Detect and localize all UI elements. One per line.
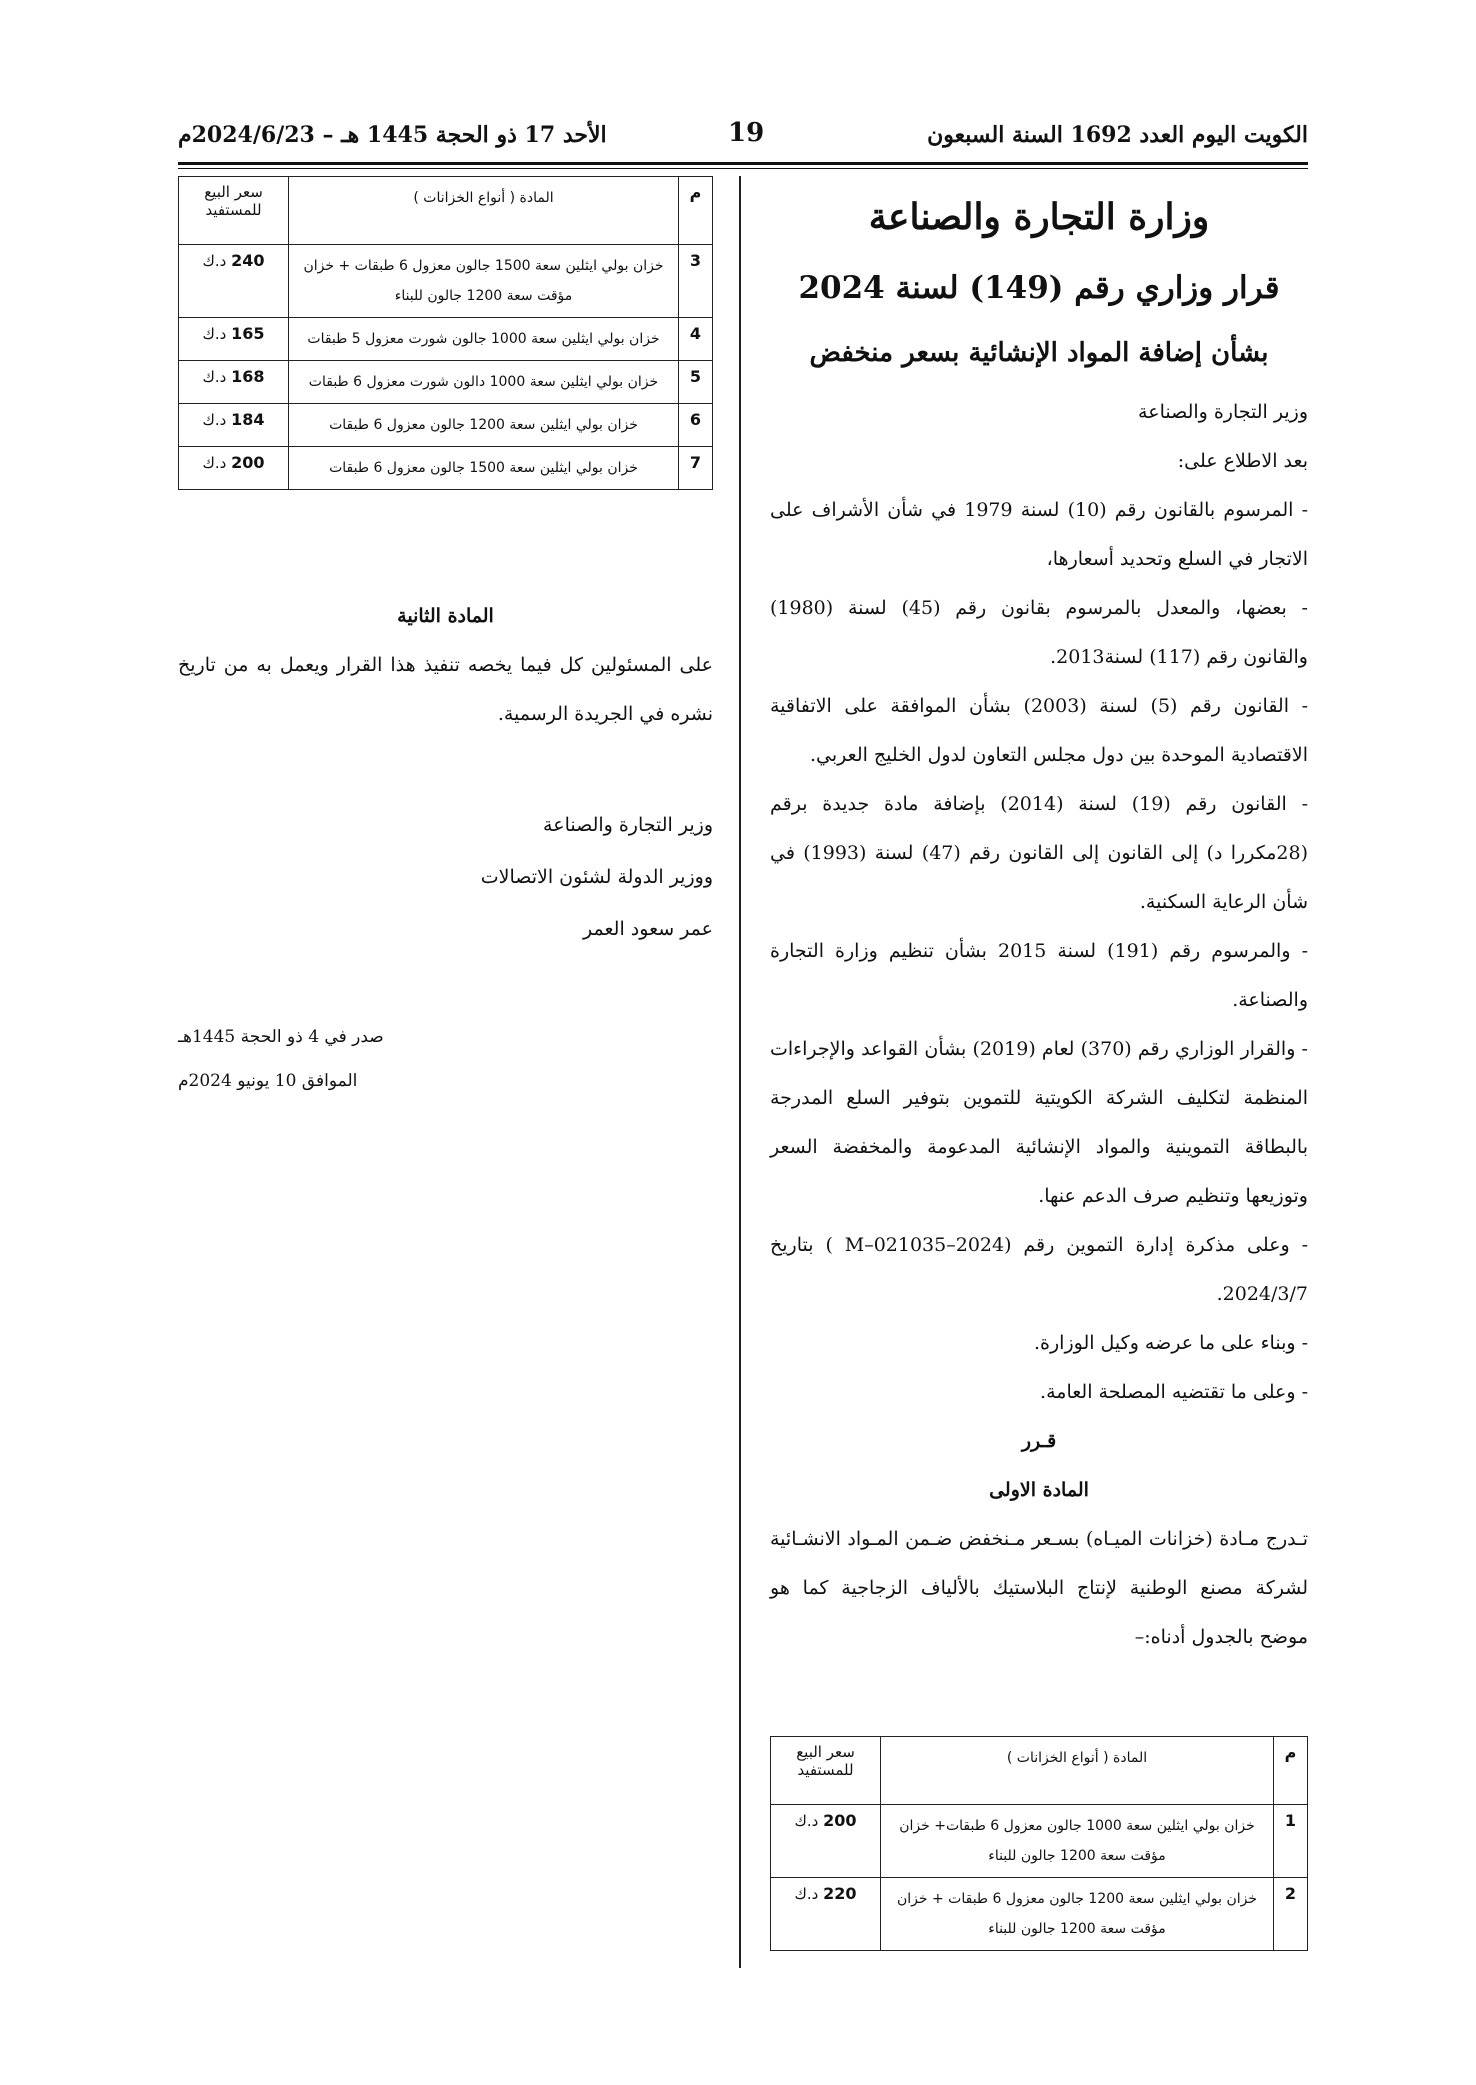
preamble-item: - وعلى ما تقتضيه المصلحة العامة.	[1040, 1381, 1308, 1403]
price-value: 220	[823, 1884, 857, 1903]
header-rule	[178, 162, 1308, 165]
article1-text: تـدرج مـادة (خزانات الميـاه) بسـعر مـنخفض ضـمن المـواد الانشـائية لشركة مصنع الوطنية لإنتاج البلاستيك بالألياف الزجاجية كما هو موضح بالجدول أدناه:–	[770, 1528, 1308, 1648]
price-value: 184	[231, 410, 265, 429]
table-row	[771, 1805, 1308, 1878]
table-row	[179, 404, 713, 447]
decided-heading: قـرر	[1021, 1430, 1057, 1452]
table-header-price: سعر البيع للمستفيد	[179, 177, 289, 245]
price-value: 200	[231, 453, 265, 472]
table-row	[179, 361, 713, 404]
preamble-item: - والقرار الوزاري رقم (370) لعام (2019) بشأن القواعد والإجراءات المنظمة لتكليف الشركة الكويتية للتموين بتوفير السلع المدرجة بالبطاقة التموينية والمواد الإنشائية المدعومة والمخفضة السعر وتوزيعها وتنظيم صرف الدعم عنها.	[770, 1038, 1308, 1207]
table-header-item: المادة ( أنواع الخزانات )	[289, 177, 679, 245]
currency: د.ك	[202, 411, 227, 429]
row-price	[771, 1805, 881, 1878]
signature-title-2: ووزير الدولة لشئون الاتصالات	[480, 866, 713, 888]
table-row	[179, 318, 713, 361]
preamble-minister: وزير التجارة والصناعة	[1138, 401, 1308, 423]
price-value: 168	[231, 367, 265, 386]
preamble-item: - وعلى مذكرة إدارة التموين رقم (M–021035–2024 ) بتاريخ 2024/3/7.	[770, 1234, 1308, 1305]
tanks-table-part1	[770, 1736, 1308, 1951]
preamble-item: - بعضها، والمعدل بالمرسوم بقانون رقم (45) لسنة (1980) والقانون رقم (117) لسنة2013.	[770, 597, 1308, 668]
right-column	[770, 176, 1308, 1662]
page-number: 19	[728, 118, 765, 148]
table-row	[179, 245, 713, 318]
ministry-title: وزارة التجارة والصناعة	[868, 196, 1210, 238]
table-header-num: م	[1274, 1737, 1308, 1805]
row-item: خزان بولي ايثلين سعة 1000 جالون شورت معزول 5 طبقات	[289, 318, 679, 361]
row-num: 5	[679, 361, 713, 404]
row-num: 3	[679, 245, 713, 318]
issue-date-hijri: صدر في 4 ذو الحجة 1445هـ	[178, 1027, 384, 1047]
decree-subject: بشأن إضافة المواد الإنشائية بسعر منخفض	[809, 338, 1269, 368]
signature-name: عمر سعود العمر	[583, 918, 713, 940]
header-issue: الكويت اليوم العدد 1692 السنة السبعون	[927, 122, 1308, 148]
article2-text: على المسئولين كل فيما يخصه تنفيذ هذا القرار ويعمل به من تاريخ نشره في الجريدة الرسمية.	[178, 654, 713, 725]
page-header	[178, 118, 1308, 158]
currency: د.ك	[202, 368, 227, 386]
table-row	[771, 1878, 1308, 1951]
signature-block	[178, 799, 713, 955]
preamble-after-review: بعد الاطلاع على:	[1177, 450, 1308, 472]
preamble-item: - وبناء على ما عرضه وكيل الوزارة.	[1034, 1332, 1308, 1354]
row-price	[771, 1878, 881, 1951]
row-num: 4	[679, 318, 713, 361]
table-header-num: م	[679, 177, 713, 245]
row-price	[179, 361, 289, 404]
left-column	[178, 592, 713, 1103]
preamble-item: - المرسوم بالقانون رقم (10) لسنة 1979 في شأن الأشراف على الاتجار في السلع وتحديد أسعارها،	[770, 499, 1308, 570]
decree-title: قرار وزاري رقم (149) لسنة 2024	[798, 270, 1280, 306]
header-rule-thin	[178, 168, 1308, 169]
row-num: 2	[1274, 1878, 1308, 1951]
row-num: 7	[679, 447, 713, 490]
row-item: خزان بولي ايثلين سعة 1500 جالون معزول 6 طبقات + خزان مؤقت سعة 1200 جالون للبناء	[289, 245, 679, 318]
price-value: 240	[231, 251, 265, 270]
row-num: 6	[679, 404, 713, 447]
row-price	[179, 447, 289, 490]
table-row	[179, 447, 713, 490]
row-item: خزان بولي ايثلين سعة 1200 جالون معزول 6 طبقات	[289, 404, 679, 447]
issue-dates	[178, 1015, 713, 1103]
currency: د.ك	[794, 1885, 819, 1903]
preamble-item: - والمرسوم رقم (191) لسنة 2015 بشأن تنظيم وزارة التجارة والصناعة.	[770, 940, 1308, 1011]
currency: د.ك	[202, 454, 227, 472]
row-num: 1	[1274, 1805, 1308, 1878]
article2-title: المادة الثانية	[397, 605, 494, 627]
price-value: 200	[823, 1811, 857, 1830]
row-price	[179, 245, 289, 318]
preamble	[770, 388, 1308, 1417]
column-divider	[739, 176, 741, 1968]
tanks-table-part2	[178, 176, 713, 490]
row-item: خزان بولي ايثلين سعة 1000 دالون شورت معزول 6 طبقات	[289, 361, 679, 404]
row-item: خزان بولي ايثلين سعة 1200 جالون معزول 6 طبقات + خزان مؤقت سعة 1200 جالون للبناء	[881, 1878, 1274, 1951]
row-item: خزان بولي ايثلين سعة 1500 جالون معزول 6 طبقات	[289, 447, 679, 490]
table-header-item: المادة ( أنواع الخزانات )	[881, 1737, 1274, 1805]
table-header-price: سعر البيع للمستفيد	[771, 1737, 881, 1805]
currency: د.ك	[202, 252, 227, 270]
issue-date-gregorian: الموافق 10 يونيو 2024م	[178, 1071, 358, 1091]
currency: د.ك	[202, 325, 227, 343]
price-value: 165	[231, 324, 265, 343]
signature-title: وزير التجارة والصناعة	[543, 814, 713, 836]
row-price	[179, 318, 289, 361]
row-price	[179, 404, 289, 447]
currency: د.ك	[794, 1812, 819, 1830]
preamble-item: - القانون رقم (5) لسنة (2003) بشأن الموافقة على الاتفاقية الاقتصادية الموحدة بين دول مجلس التعاون لدول الخليج العربي.	[770, 695, 1308, 766]
preamble-item: - القانون رقم (19) لسنة (2014) بإضافة مادة جديدة برقم (28مكررا د) إلى القانون إلى القانون رقم (47) لسنة (1993) في شأن الرعاية السكنية.	[770, 793, 1308, 913]
row-item: خزان بولي ايثلين سعة 1000 جالون معزول 6 طبقات+ خزان مؤقت سعة 1200 جالون للبناء	[881, 1805, 1274, 1878]
article1-title: المادة الاولى	[989, 1479, 1089, 1501]
header-date: الأحد 17 ذو الحجة 1445 هـ – 2024/6/23م	[178, 122, 607, 148]
